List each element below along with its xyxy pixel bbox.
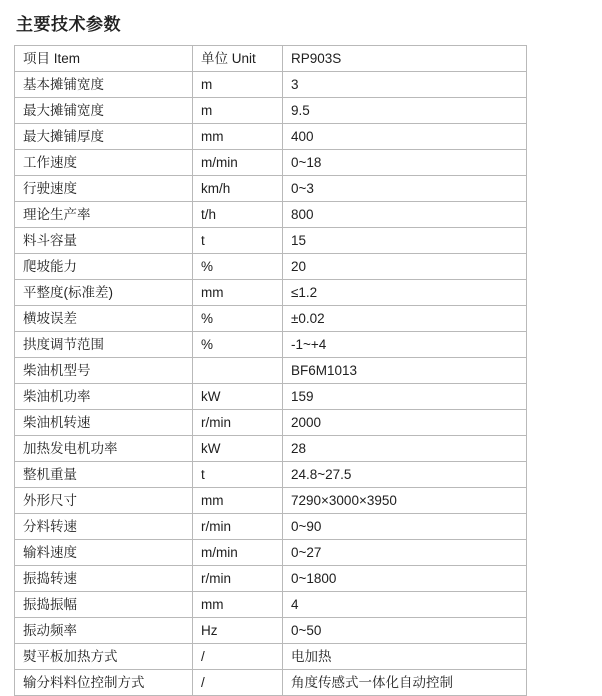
- cell-unit: t: [193, 462, 283, 488]
- cell-value: 3: [283, 72, 527, 98]
- column-header-model: RP903S: [283, 46, 527, 72]
- table-row: [15, 228, 527, 254]
- cell-value: 0~3: [283, 176, 527, 202]
- cell-unit: kW: [193, 384, 283, 410]
- table-row: [15, 124, 527, 150]
- cell-value: -1~+4: [283, 332, 527, 358]
- cell-value: 0~27: [283, 540, 527, 566]
- table-row: [15, 436, 527, 462]
- cell-unit: mm: [193, 592, 283, 618]
- table-row: [15, 98, 527, 124]
- table-row: [15, 514, 527, 540]
- cell-unit: m/min: [193, 540, 283, 566]
- cell-unit: m: [193, 72, 283, 98]
- table-row: [15, 202, 527, 228]
- cell-value: 159: [283, 384, 527, 410]
- cell-item: 柴油机功率: [15, 384, 193, 410]
- cell-item: 爬坡能力: [15, 254, 193, 280]
- cell-unit: m: [193, 98, 283, 124]
- column-header-item: 项目 Item: [15, 46, 193, 72]
- cell-item: 行驶速度: [15, 176, 193, 202]
- cell-item: 振捣振幅: [15, 592, 193, 618]
- cell-item: 分料转速: [15, 514, 193, 540]
- page-title: 主要技术参数: [16, 15, 121, 34]
- table-row: [15, 462, 527, 488]
- cell-unit: kW: [193, 436, 283, 462]
- table-row: [15, 358, 527, 384]
- cell-value: 24.8~27.5: [283, 462, 527, 488]
- cell-unit: /: [193, 670, 283, 696]
- cell-value: 15: [283, 228, 527, 254]
- cell-value: 800: [283, 202, 527, 228]
- cell-value: 28: [283, 436, 527, 462]
- cell-value: 9.5: [283, 98, 527, 124]
- table-row: [15, 72, 527, 98]
- cell-value: 2000: [283, 410, 527, 436]
- cell-item: 熨平板加热方式: [15, 644, 193, 670]
- cell-unit: t: [193, 228, 283, 254]
- cell-unit: %: [193, 254, 283, 280]
- table-row: [15, 410, 527, 436]
- table-row: [15, 670, 527, 696]
- cell-unit: %: [193, 332, 283, 358]
- table-row: [15, 176, 527, 202]
- cell-unit: mm: [193, 280, 283, 306]
- table-row: [15, 540, 527, 566]
- cell-unit: r/min: [193, 410, 283, 436]
- cell-item: 加热发电机功率: [15, 436, 193, 462]
- cell-item: 最大摊铺厚度: [15, 124, 193, 150]
- cell-item: 整机重量: [15, 462, 193, 488]
- cell-unit: Hz: [193, 618, 283, 644]
- cell-item: 柴油机转速: [15, 410, 193, 436]
- cell-unit: m/min: [193, 150, 283, 176]
- table-row: [15, 150, 527, 176]
- cell-value: 4: [283, 592, 527, 618]
- cell-item: 柴油机型号: [15, 358, 193, 384]
- cell-item: 横坡误差: [15, 306, 193, 332]
- cell-value: 角度传感式一体化自动控制: [283, 670, 527, 696]
- cell-item: 输分料料位控制方式: [15, 670, 193, 696]
- table-header-row: [15, 46, 527, 72]
- cell-item: 拱度调节范围: [15, 332, 193, 358]
- cell-unit: r/min: [193, 566, 283, 592]
- cell-value: 0~1800: [283, 566, 527, 592]
- cell-value: 20: [283, 254, 527, 280]
- column-header-unit: 单位 Unit: [193, 46, 283, 72]
- cell-value: ≤1.2: [283, 280, 527, 306]
- cell-value: 0~90: [283, 514, 527, 540]
- cell-item: 最大摊铺宽度: [15, 98, 193, 124]
- cell-item: 振动频率: [15, 618, 193, 644]
- table-body: [15, 46, 527, 696]
- table-row: [15, 254, 527, 280]
- cell-value: 400: [283, 124, 527, 150]
- table-row: [15, 488, 527, 514]
- table-row: [15, 644, 527, 670]
- cell-value: 0~50: [283, 618, 527, 644]
- cell-unit: mm: [193, 488, 283, 514]
- table-row: [15, 566, 527, 592]
- cell-unit: [193, 358, 283, 384]
- cell-unit: mm: [193, 124, 283, 150]
- cell-unit: km/h: [193, 176, 283, 202]
- table-row: [15, 618, 527, 644]
- technical-parameters-table: [14, 45, 527, 696]
- cell-value: 0~18: [283, 150, 527, 176]
- table-row: [15, 384, 527, 410]
- cell-value: ±0.02: [283, 306, 527, 332]
- cell-item: 工作速度: [15, 150, 193, 176]
- table-row: [15, 306, 527, 332]
- cell-unit: r/min: [193, 514, 283, 540]
- table-row: [15, 280, 527, 306]
- cell-item: 基本摊铺宽度: [15, 72, 193, 98]
- cell-value: BF6M1013: [283, 358, 527, 384]
- cell-item: 理论生产率: [15, 202, 193, 228]
- cell-value: 7290×3000×3950: [283, 488, 527, 514]
- cell-item: 振捣转速: [15, 566, 193, 592]
- cell-unit: /: [193, 644, 283, 670]
- cell-item: 料斗容量: [15, 228, 193, 254]
- cell-item: 平整度(标准差): [15, 280, 193, 306]
- cell-unit: %: [193, 306, 283, 332]
- cell-item: 外形尺寸: [15, 488, 193, 514]
- cell-unit: t/h: [193, 202, 283, 228]
- table-row: [15, 592, 527, 618]
- table-row: [15, 332, 527, 358]
- cell-item: 输料速度: [15, 540, 193, 566]
- cell-value: 电加热: [283, 644, 527, 670]
